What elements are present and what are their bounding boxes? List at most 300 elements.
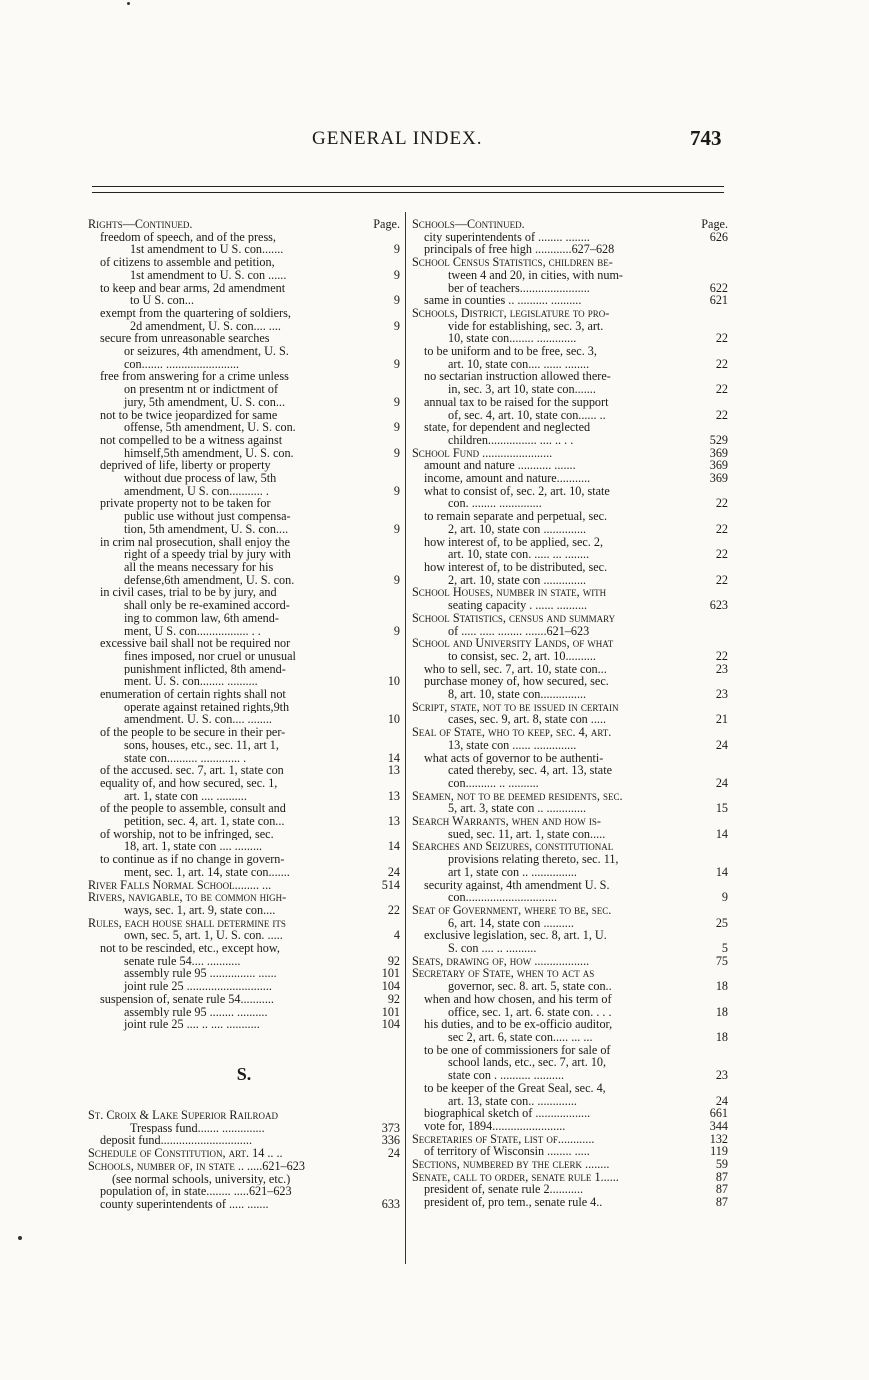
entry-text: all the means necessary for his [124, 560, 274, 574]
index-entry [412, 675, 728, 688]
entry-text: jury, 5th amendment, U. S. con... [124, 395, 286, 409]
index-entry [412, 599, 728, 612]
index-entry [412, 625, 728, 638]
index-entry [88, 726, 400, 739]
entry-page: 24 [715, 1093, 728, 1108]
entry-page: 87 [715, 1195, 728, 1210]
entry-text: Searches and Seizures, constitutional [412, 840, 614, 854]
entry-page: 9 [393, 623, 400, 638]
entry-text: sec 2, art. 6, state con..... ... ... [448, 1031, 593, 1044]
entry-text: without due process of law, 5th [124, 472, 277, 485]
index-entry [412, 929, 728, 942]
index-entry [412, 447, 728, 460]
index-entry [412, 777, 728, 790]
index-entry [412, 726, 728, 739]
index-entry [412, 1095, 728, 1108]
index-entry [88, 536, 400, 549]
index-entry [88, 802, 400, 815]
index-entry [88, 294, 400, 307]
entry-text: con.............................. [448, 891, 558, 904]
index-entry [412, 358, 728, 371]
index-entry [412, 1158, 728, 1171]
index-entry [88, 1134, 400, 1147]
entry-text: not to be rescinded, etc., except how, [100, 942, 280, 955]
index-entry [412, 307, 728, 320]
index-entry [412, 1107, 728, 1120]
entry-page: 661 [709, 1106, 728, 1121]
index-entry [412, 891, 728, 904]
ink-speck [127, 2, 130, 5]
entry-text: public use without just compensa- [124, 510, 291, 523]
entry-text: assembly rule 95 ........ .......... [124, 1005, 268, 1019]
entry-text: tween 4 and 20, in cities, with num- [448, 268, 623, 282]
entry-text: of ..... ..... ........ .......621–623 [448, 624, 590, 638]
entry-page: 24 [387, 864, 400, 879]
entry-text: to keep and bear arms, 2d amendment [100, 281, 286, 295]
entry-text: Rules, each house shall determine its [88, 916, 286, 930]
index-entry [88, 904, 400, 917]
index-entry [88, 269, 400, 282]
right-index-entries [412, 218, 728, 1209]
index-entry [88, 752, 400, 765]
index-entry [88, 472, 400, 485]
entry-text: ment, sec. 1, art. 14, state con....... [124, 865, 290, 879]
entry-text: biographical sketch of .................. [424, 1107, 591, 1120]
entry-text: sued, sec. 11, art. 1, state con..... [448, 827, 606, 841]
entry-page: 5 [721, 941, 728, 956]
entry-text: not compelled to be a witness against [100, 433, 283, 447]
entry-page: 633 [381, 1196, 400, 1211]
index-entry [412, 421, 728, 434]
index-entry [412, 370, 728, 383]
entry-text: amendment. U. S. con.... ........ [124, 713, 272, 727]
entry-text: what to consist of, sec. 2, art. 10, state [424, 484, 610, 498]
header-rule [92, 192, 724, 193]
index-entry [88, 396, 400, 409]
entry-text: purchase money of, how secured, sec. [424, 675, 609, 689]
entry-page: 24 [715, 737, 728, 752]
index-entry [412, 561, 728, 574]
index-entry [412, 383, 728, 396]
entry-text: to remain separate and perpetual, sec. [424, 510, 608, 523]
spacer [88, 1089, 400, 1109]
entry-page: 344 [709, 1118, 728, 1133]
entry-page: 9 [393, 318, 400, 333]
entry-text: income, amount and nature........... [424, 472, 591, 485]
entry-text: defense,6th amendment, U. S. con. [124, 573, 295, 587]
entry-text: 2, art. 10, state con .............. [448, 522, 587, 536]
entry-page: 9 [393, 420, 400, 435]
entry-page: 22 [715, 407, 728, 422]
entry-text: (see normal schools, university, etc.) [112, 1172, 291, 1186]
index-entry [88, 879, 400, 892]
entry-text: enumeration of certain rights shall not [100, 688, 286, 701]
index-entry [412, 1056, 728, 1069]
entry-page: 13 [387, 788, 400, 803]
index-entry [412, 1044, 728, 1057]
entry-text: of the accused. sec. 7, art. 1, state con [100, 764, 284, 777]
index-entry [88, 1160, 400, 1173]
index-entry [412, 1196, 728, 1209]
entry-page: 622 [709, 280, 728, 295]
entry-text: to continue as if no change in govern- [100, 853, 285, 866]
entry-text: private property not to be taken for [100, 497, 271, 511]
entry-page: 22 [715, 521, 728, 536]
index-entry [412, 332, 728, 345]
index-entry [88, 777, 400, 790]
entry-text: sons, houses, etc., sec. 11, art 1, [124, 738, 279, 752]
entry-text: School Census Statistics, children be- [412, 256, 613, 269]
entry-text: excessive bail shall not be required nor [100, 637, 291, 650]
entry-page: 22 [715, 648, 728, 663]
index-entry [412, 1018, 728, 1031]
entry-page: 22 [715, 496, 728, 511]
entry-text: Seat of Government, where to be, sec. [412, 903, 612, 917]
index-entry [88, 929, 400, 942]
index-entry [412, 752, 728, 765]
index-entry [412, 739, 728, 752]
entry-page: 23 [715, 661, 728, 676]
entry-text: city superintendents of ........ ........ [424, 230, 590, 244]
page-header [0, 128, 869, 158]
entry-page: 59 [715, 1157, 728, 1172]
entry-text: president of, pro tem., senate rule 4.. [424, 1196, 603, 1209]
index-entry [412, 840, 728, 853]
entry-text: of territory of Wisconsin ........ ..... [424, 1145, 590, 1159]
entry-page: 621 [709, 293, 728, 308]
entry-page: 14 [715, 826, 728, 841]
entry-page: 101 [381, 966, 400, 981]
entry-text: Sections, numbered by the clerk ........ [412, 1158, 610, 1171]
entry-text: or seizures, 4th amendment, U. S. [124, 345, 289, 358]
entry-page: Page. [701, 217, 728, 231]
entry-text: Rivers, navigable, to be common high- [88, 891, 287, 904]
entry-text: 18, art. 1, state con .... ......... [124, 840, 263, 854]
page-number: 743 [690, 126, 722, 150]
entry-page: 24 [387, 1146, 400, 1161]
index-entry [88, 1018, 400, 1031]
column-divider [405, 212, 406, 1264]
index-entry [88, 561, 400, 574]
index-entry [88, 447, 400, 460]
entry-text: Seats, drawing of, how .................. [412, 954, 590, 968]
entry-text: president of, senate rule 2........... [424, 1183, 584, 1197]
index-entry [412, 663, 728, 676]
index-entry [88, 625, 400, 638]
entry-text: free from answering for a crime unless [100, 370, 289, 384]
index-entry [412, 485, 728, 498]
entry-text: Secretaries of State, list of............ [412, 1132, 595, 1146]
entry-text: 2d amendment, U. S. con.... .... [130, 319, 281, 333]
entry-page: 101 [381, 1004, 400, 1019]
index-entry [88, 1006, 400, 1019]
index-entry [412, 967, 728, 980]
entry-page: 9 [393, 394, 400, 409]
index-entry [412, 866, 728, 879]
index-entry [412, 1183, 728, 1196]
entry-text: St. Croix & Lake Superior Railroad [88, 1109, 279, 1122]
entry-text: art 1, state con .. ............... [448, 865, 577, 879]
entry-text: Seamen, not to be deemed residents, sec. [412, 789, 623, 803]
entry-page: 104 [381, 1017, 400, 1032]
entry-text: when and how chosen, and his term of [424, 992, 612, 1006]
index-entry [88, 1109, 400, 1122]
index-entry [88, 510, 400, 523]
entry-text: right of a speedy trial by jury with [124, 548, 291, 561]
index-entry [412, 523, 728, 536]
entry-text: Secretary of State, when to act as [412, 967, 595, 981]
index-entry [412, 1120, 728, 1133]
entry-text: vote for, 1894........................ [424, 1119, 566, 1133]
entry-page: 9 [393, 483, 400, 498]
index-entry [412, 879, 728, 892]
entry-text: art. 10, state con. ..... ... ........ [448, 548, 590, 561]
index-entry [88, 993, 400, 1006]
index-entry [412, 650, 728, 663]
index-entry [412, 1031, 728, 1044]
entry-page: 336 [381, 1133, 400, 1148]
right-column [412, 218, 728, 1209]
entry-page: 9 [393, 356, 400, 371]
index-entry [412, 853, 728, 866]
entry-text: 10, state con........ ............. [448, 332, 577, 346]
entry-text: security against, 4th amendment U. S. [424, 878, 610, 892]
entry-text: deposit fund.............................. [100, 1134, 252, 1148]
entry-page: 104 [381, 979, 400, 994]
entry-page: 10 [387, 712, 400, 727]
entry-text: amendment, U S. con........... . [124, 484, 269, 498]
index-entry [412, 574, 728, 587]
entry-text: 5, art. 3, state con .. ............. [448, 802, 587, 816]
entry-page: 23 [715, 1068, 728, 1083]
section-letter: S. [236, 1064, 252, 1084]
index-entry [88, 675, 400, 688]
entry-text: Senate, call to order, senate rule 1...... [412, 1170, 619, 1184]
entry-text: state con . .......... .......... [448, 1069, 565, 1082]
index-entry [412, 1171, 728, 1184]
index-entry [88, 1122, 400, 1135]
index-entry [88, 840, 400, 853]
entry-text: joint rule 25 .... .. .... ........... [124, 1018, 260, 1031]
index-entry [412, 510, 728, 523]
entry-text: Search Warrants, when and how is- [412, 815, 601, 828]
entry-page: 9 [393, 521, 400, 536]
entry-text: 8, art. 10, state con............... [448, 688, 587, 701]
entry-text: own, sec. 5, art. 1, U. S. con. ..... [124, 929, 283, 943]
entry-page: 369 [709, 458, 728, 473]
left-index-entries [88, 218, 400, 1031]
index-entry [412, 345, 728, 358]
index-entry [88, 383, 400, 396]
index-entry [88, 434, 400, 447]
index-entry [88, 332, 400, 345]
index-entry [412, 231, 728, 244]
entry-text: in crim nal prosecution, shall enjoy the [100, 535, 290, 549]
entry-page: 9 [393, 293, 400, 308]
index-entry [88, 853, 400, 866]
index-entry [88, 790, 400, 803]
index-entry [88, 891, 400, 904]
entry-text: annual tax to be raised for the support [424, 395, 609, 409]
entry-text: how interest of, to be applied, sec. 2, [424, 535, 604, 549]
entry-text: not to be twice jeopardized for same [100, 408, 278, 422]
index-entry [412, 802, 728, 815]
index-entry [88, 307, 400, 320]
index-entry [88, 955, 400, 968]
entry-text: on presentm nt or indictment of [124, 383, 279, 396]
index-entry [88, 1173, 400, 1186]
index-entry [412, 1006, 728, 1019]
entry-page: 22 [387, 902, 400, 917]
index-entry [88, 866, 400, 879]
index-entry [88, 574, 400, 587]
entry-text: art. 10, state con.... ...... ........ [448, 357, 590, 371]
index-entry [88, 358, 400, 371]
entry-text: secure from unreasonable searches [100, 332, 270, 346]
entry-text: art. 1, state con .... .......... [124, 789, 247, 803]
entry-page: 14 [387, 750, 400, 765]
entry-text: ment. U. S. con........ .......... [124, 675, 258, 689]
entry-text: senate rule 54.... ........... [124, 954, 241, 968]
entry-page: 626 [709, 229, 728, 244]
entry-page: 514 [381, 877, 400, 892]
index-entry [412, 612, 728, 625]
index-entry [412, 688, 728, 701]
index-entry [88, 485, 400, 498]
index-entry [412, 497, 728, 510]
index-entry [412, 320, 728, 333]
entry-text: School Fund ....................... [412, 446, 553, 460]
index-entry [412, 396, 728, 409]
entry-text: con. ........ .............. [448, 497, 542, 511]
entry-page: 9 [393, 242, 400, 257]
entry-text: Schools—Continued. [412, 218, 525, 231]
index-entry [412, 548, 728, 561]
index-entry [412, 1133, 728, 1146]
index-entry [412, 790, 728, 803]
index-entry [412, 637, 728, 650]
index-entry [88, 815, 400, 828]
entry-text: fines imposed, nor cruel or unusual [124, 649, 296, 663]
entry-text: to be keeper of the Great Seal, sec. 4, [424, 1081, 606, 1095]
entry-text: himself,5th amendment, U. S. con. [124, 446, 294, 460]
index-entry [412, 269, 728, 282]
entry-text: state, for dependent and neglected [424, 421, 591, 434]
entry-page: 13 [387, 763, 400, 778]
entry-page: 22 [715, 547, 728, 562]
entry-page: 21 [715, 712, 728, 727]
entry-page: 132 [709, 1131, 728, 1146]
entry-text: ber of teachers....................... [448, 281, 590, 295]
index-entry [88, 1185, 400, 1198]
ink-speck [18, 1236, 22, 1240]
entry-text: ing to common law, 6th amend- [124, 611, 279, 625]
entry-text: Script, state, not to be issued in certain [412, 700, 619, 714]
entry-page: 14 [387, 839, 400, 854]
index-entry [88, 231, 400, 244]
index-entry [412, 586, 728, 599]
index-entry [412, 1069, 728, 1082]
entry-page: 9 [393, 267, 400, 282]
entry-text: con....... ........................ [124, 357, 240, 371]
entry-page: 18 [715, 1004, 728, 1019]
entry-text: in, sec. 3, art 10, state con....... [448, 383, 596, 396]
entry-text: provisions relating thereto, sec. 11, [448, 853, 619, 866]
entry-text: how interest of, to be distributed, sec. [424, 560, 608, 574]
index-entry [88, 459, 400, 472]
index-entry [88, 370, 400, 383]
entry-text: 13, state con ...... .............. [448, 738, 577, 752]
index-entry [88, 1198, 400, 1211]
entry-text: vide for establishing, sec. 3, art. [448, 319, 604, 333]
entry-page: 15 [715, 801, 728, 816]
index-entry [412, 815, 728, 828]
entry-text: ways, sec. 1, art. 9, state con.... [124, 903, 276, 917]
entry-page: 9 [393, 572, 400, 587]
entry-page: 529 [709, 432, 728, 447]
entry-text: offense, 5th amendment, U. S. con. [124, 421, 296, 434]
entry-text: Schedule of Constitution, art. 14 .. .. [88, 1147, 283, 1160]
index-entry [88, 243, 400, 256]
header-rule [92, 186, 724, 187]
index-entry [412, 472, 728, 485]
spacer [88, 1031, 400, 1061]
entry-text: punishment inflicted, 8th amend- [124, 662, 286, 676]
index-entry [412, 980, 728, 993]
index-entry [88, 612, 400, 625]
entry-text: tion, 5th amendment, U. S. con.... [124, 522, 289, 536]
entry-text: population of, in state........ .....621–623 [100, 1185, 292, 1198]
index-entry [88, 917, 400, 930]
entry-text: deprived of life, liberty or property [100, 459, 271, 473]
entry-text: joint rule 25 ............................ [124, 980, 272, 993]
entry-text: freedom of speech, and of the press, [100, 230, 276, 244]
index-entry [88, 650, 400, 663]
index-entry [412, 409, 728, 422]
entry-text: River Falls Normal School........ ... [88, 878, 272, 892]
entry-page: 22 [715, 331, 728, 346]
entry-text: school lands, etc., sec. 7, art. 10, [448, 1056, 607, 1070]
entry-text: 1st amendment to U. S. con ...... [130, 268, 287, 282]
entry-page: 4 [393, 928, 400, 943]
entry-text: art. 13, state con.. ............. [448, 1094, 577, 1108]
index-entry [88, 256, 400, 269]
index-entry [88, 497, 400, 510]
entry-text: what acts of governor to be authenti- [424, 751, 604, 765]
entry-page: 18 [715, 1030, 728, 1044]
index-entry [88, 764, 400, 777]
entry-page: 18 [715, 979, 728, 994]
entry-text: who to sell, sec. 7, art. 10, state con... [424, 662, 607, 676]
index-entry [88, 218, 400, 231]
entry-text: his duties, and to be ex-officio auditor, [424, 1018, 613, 1031]
left-column [88, 218, 400, 1211]
entry-text: amount and nature ........... ....... [424, 459, 576, 473]
entry-page: 87 [715, 1169, 728, 1184]
index-entry [412, 459, 728, 472]
entry-text: cated thereby, sec. 4, art. 13, state [448, 764, 613, 777]
entry-text: School Statistics, census and summary [412, 611, 616, 625]
entry-text: 2, art. 10, state con .............. [448, 573, 587, 587]
index-entry [88, 320, 400, 333]
index-entry [412, 536, 728, 549]
index-entry [412, 942, 728, 955]
entry-text: of the people to assemble, consult and [100, 802, 286, 816]
entry-page: Page. [373, 217, 400, 231]
index-entry [88, 739, 400, 752]
index-entry [412, 218, 728, 231]
entry-text: no sectarian instruction allowed there- [424, 370, 611, 384]
